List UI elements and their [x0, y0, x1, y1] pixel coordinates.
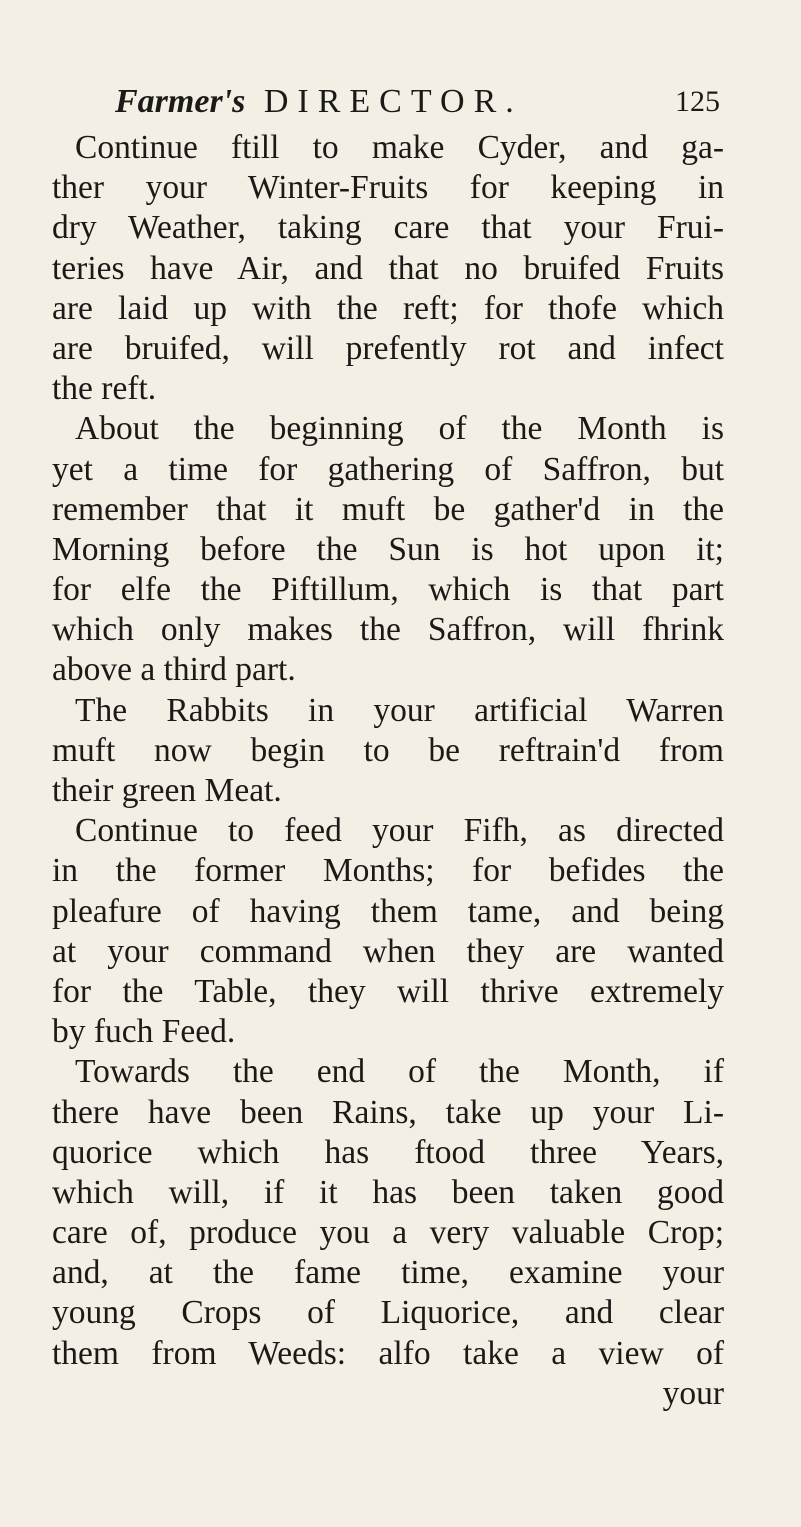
text-line: above a third part.	[52, 651, 296, 689]
running-title-italic: Farmer's	[115, 83, 246, 120]
catchword: your	[662, 1374, 724, 1412]
text-line: in the former Months; for befides the	[52, 852, 724, 890]
text-line: are laid up with the reft; for thofe which	[52, 289, 724, 327]
text-line: Continue to feed your Fifh, as directed	[75, 812, 724, 850]
text-line: quorice which has ftood three Years,	[52, 1133, 724, 1171]
text-line: young Crops of Liquorice, and clear	[52, 1294, 724, 1332]
text-line: and, at the fame time, examine your	[52, 1254, 724, 1292]
paragraph-fish	[52, 811, 724, 1052]
text-line: by fuch Feed.	[52, 1013, 236, 1051]
text-line: The Rabbits in your artificial Warren	[75, 691, 724, 729]
text-line: for elfe the Piftillum, which is that part	[52, 571, 724, 609]
text-line: muft now begin to be reftrain'd from	[52, 731, 724, 769]
paragraph-saffron	[52, 409, 724, 690]
text-line: Continue ftill to make Cyder, and ga-	[75, 129, 724, 166]
text-line: are bruifed, will prefently rot and infect	[52, 329, 724, 367]
running-header	[115, 82, 720, 122]
body-text	[52, 128, 724, 1414]
text-line: which will, if it has been taken good	[52, 1173, 724, 1211]
text-line: which only makes the Saffron, will fhrink	[52, 611, 724, 649]
text-line: care of, produce you a very valuable Crop;	[52, 1214, 724, 1252]
text-line: About the beginning of the Month is	[75, 410, 724, 448]
running-title-caps: DIRECTOR.	[263, 83, 523, 120]
text-line: for the Table, they will thrive extremely	[52, 972, 724, 1010]
text-line: their green Meat.	[52, 772, 282, 809]
text-line: at your command when they are wanted	[52, 932, 724, 970]
text-line: teries have Air, and that no bruifed Fruits	[52, 249, 724, 287]
paragraph-cyder	[52, 128, 724, 409]
text-line: remember that it muft be gather'd in the	[52, 490, 724, 528]
text-line: the reft.	[52, 370, 157, 408]
paragraph-rabbits	[52, 691, 724, 812]
text-line: pleafure of having them tame, and being	[52, 892, 724, 930]
text-line: ther your Winter-Fruits for keeping in	[52, 169, 724, 207]
text-line: Towards the end of the Month, if	[75, 1053, 724, 1091]
paragraph-liquorice	[52, 1052, 724, 1374]
text-line: dry Weather, taking care that your Frui-	[52, 209, 724, 247]
text-line: yet a time for gathering of Saffron, but	[52, 450, 724, 488]
text-line: there have been Rains, take up your Li-	[52, 1093, 724, 1131]
page-number: 125	[675, 85, 720, 118]
text-line: Morning before the Sun is hot upon it;	[52, 530, 724, 568]
text-line: them from Weeds: alfo take a view of	[52, 1334, 724, 1372]
